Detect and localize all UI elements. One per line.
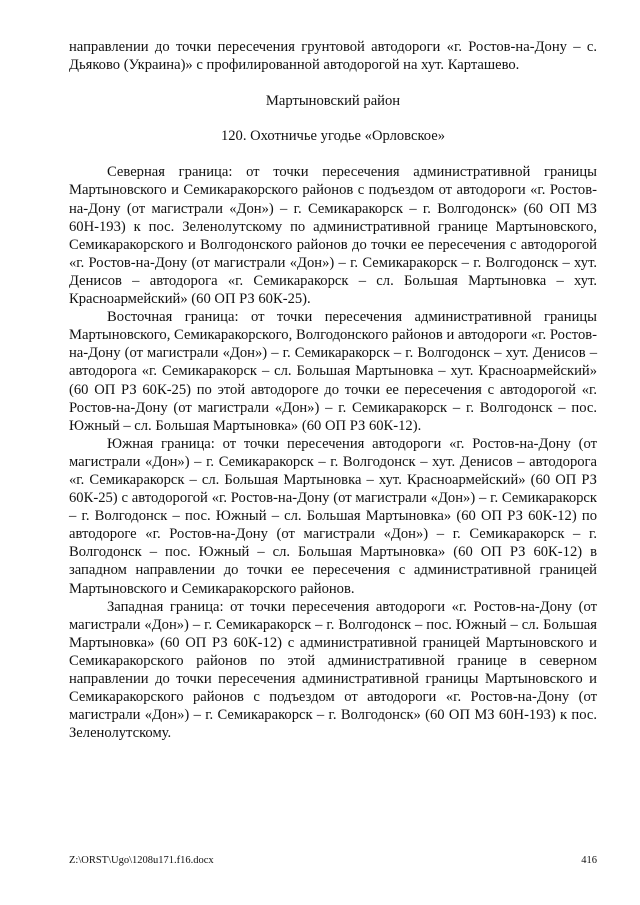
south-border-paragraph: Южная граница: от точки пересечения автодороги «г. Ростов-на-Дону (от магистрали «Дон») – г. Семикаракорск – г. Волгодонск – хут. Денисов – автодорога «г. Семикаракорск – сл. Большая Мартыновка – хут. Красноармейский» (60 ОП РЗ 60К-25) с автодорогой «г. Ростов-на-Дону (от магистрали «Дон») – г. Семикаракорск – г. Волгодонск – пос. Южный – сл. Большая Мартыновка» (60 ОП РЗ 60К-12) по автодороге «г. Ростов-на-Дону (от магистрали «Дон») – г. Семикаракорск – г. Волгодонск – пос. Южный – сл. Большая Мартыновка» (60 ОП РЗ 60К-12) в западном направлении до точки ее пересечения с административной границей Мартыновского и Семикаракорского районов. xyxy=(69,435,597,597)
spacer xyxy=(69,110,597,127)
file-path: Z:\ORST\Ugo\1208u171.f16.docx xyxy=(69,855,214,866)
document-page xyxy=(69,38,597,742)
district-heading: Мартыновский район xyxy=(265,93,401,110)
section-heading: 120. Охотничье угодье «Орловское» xyxy=(220,128,446,145)
east-border-paragraph: Восточная граница: от точки пересечения административной границы Мартыновского, Семикаракорского, Волгодонского районов и автодороги «г. Ростов-на-Дону (от магистрали «Дон») – г. Семикаракорск – г. Волгодонск – хут. Денисов – автодорога «г. Семикаракорск – сл. Большая Мартыновка – хут. Красноармейский» (60 ОП РЗ 60К-25) по этой автодороге до точки ее пересечения с автодорогой «г. Ростов-на-Дону (от магистрали «Дон») – г. Семикаракорск – г. Волгодонск – пос. Южный – сл. Большая Мартыновка» (60 ОП РЗ 60К-12). xyxy=(69,309,597,434)
intro-paragraph: направлении до точки пересечения грунтовой автодороги «г. Ростов-на-Дону – с. Дьяково (Украина)» с профилированной автодорогой на хут. Карташево. xyxy=(69,39,597,74)
spacer xyxy=(69,74,597,92)
north-border-paragraph: Северная граница: от точки пересечения административной границы Мартыновского и Семикаракорского районов с подъездом от автодороги «г. Ростов-на-Дону (от магистрали «Дон») – г. Семикаракорск – г. Волгодонск» (60 ОП МЗ 60Н-193) к пос. Зеленолутскому по административной границе Мартыновского, Семикаракорского и Волгодонского районов до точки ее пересечения с автодорогой «г. Ростов-на-Дону (от магистрали «Дон») – г. Семикаракорск – г. Волгодонск – хут. Денисов – автодорога «г. Семикаракорск – сл. Большая Мартыновка – хут. Красноармейский» (60 ОП РЗ 60К-25). xyxy=(69,164,597,308)
west-border-paragraph: Западная граница: от точки пересечения автодороги «г. Ростов-на-Дону (от магистрали «Дон») – г. Семикаракорск – г. Волгодонск – пос. Южный – сл. Большая Мартыновка» (60 ОП РЗ 60К-12) с административной границей Мартыновского и Семикаракорского районов по этой административной границе в северном направлении до точки пересечения административной границы Мартыновского и Семикаракорского районов с подъездом от автодороги «г. Ростов-на-Дону (от магистрали «Дон») – г. Семикаракорск – г. Волгодонск» (60 ОП МЗ 60Н-193) к пос. Зеленолутскому. xyxy=(69,598,597,742)
page-number: 416 xyxy=(581,855,597,866)
spacer xyxy=(69,145,597,163)
